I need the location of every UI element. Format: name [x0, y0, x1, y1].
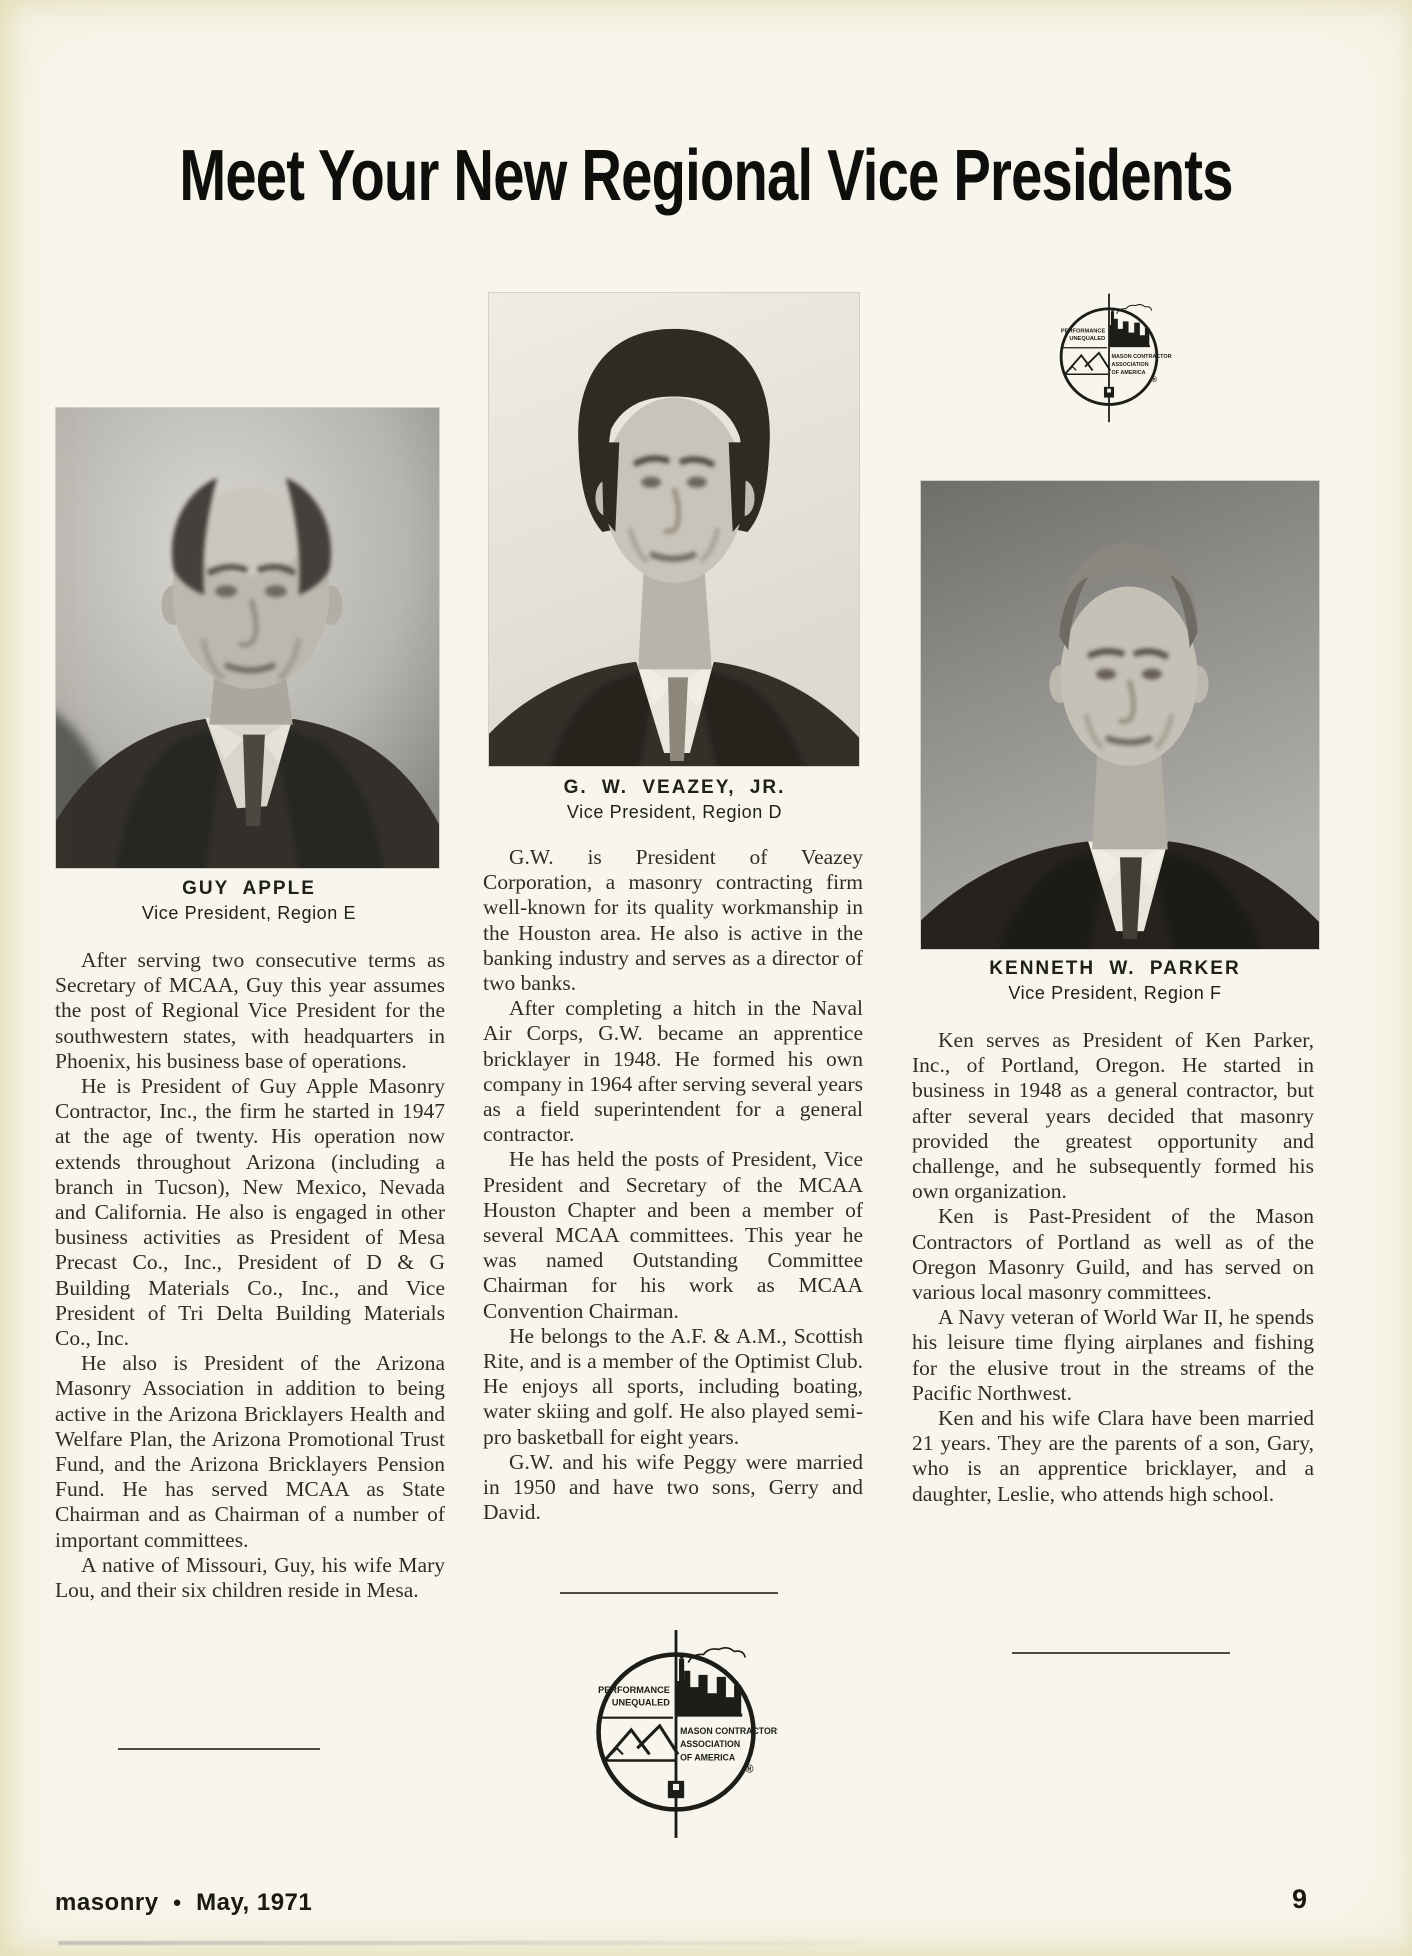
caption-parker: [915, 958, 1315, 1004]
paragraph: He also is President of the Arizona Masonry Association in addition to being active in the Arizona Bricklayers Health and Welfare Plan, the Arizona Promotional Trust Fund, and the Arizona Bricklayers Pension Fund. He has served MCAA as State Chairman and as Chairman of a number of important committees.: [55, 1351, 445, 1552]
portrait-photo-guy-apple: [55, 407, 440, 869]
person-name: GUY APPLE: [182, 878, 316, 899]
paragraph: After serving two consecutive terms as Secretary of MCAA, Guy this year assumes the post of Regional Vice President for the southwestern states, with headquarters in Phoenix, his business base of operations.: [55, 948, 445, 1073]
parker-portrait-art: [921, 481, 1319, 949]
paragraph: After completing a hitch in the Naval Air Corps, G.W. became an apprentice bricklayer in 1948. He formed his own company in 1964 after serving several years as a field superintendent for a general contractor.: [483, 996, 863, 1147]
end-rule: [1012, 1652, 1230, 1654]
issue-date: May, 1971: [196, 1889, 313, 1916]
paragraph: He is President of Guy Apple Masonry Contractor, Inc., the firm he started in 1947 at the age of twenty. His operation now extends throughout Arizona (including a branch in Tucson), New Mexico, Nevada and California. He also is engaged in other business activities as President of Mesa Precast Co., Inc., President of D & G Building Materials Co., Inc., and Vice President of Tri Delta Building Materials Co., Inc.: [55, 1074, 445, 1351]
person-name: G. W. VEAZEY, JR.: [563, 777, 786, 798]
paragraph: Ken is Past-President of the Mason Contractors of Portland as well as of the Oregon Masonry Guild, and has served on various local masonry committees.: [912, 1204, 1314, 1305]
article-column-guy-apple: [55, 948, 445, 1603]
person-title: Vice President, Region E: [141, 903, 357, 923]
portrait-photo-veazey: [488, 292, 860, 767]
page-number: 9: [1292, 1884, 1308, 1914]
mcaa-logo-small: [1046, 292, 1172, 425]
page-title: Meet Your New Regional Vice Presidents: [179, 136, 1233, 216]
paragraph: Ken serves as President of Ken Parker, Inc., of Portland, Oregon. He started in business in 1948 as a general contractor, but after several years decided that masonry provided the greatest opportunity and challenge, and he subsequently formed his own organization.: [912, 1028, 1314, 1204]
end-rule: [118, 1748, 320, 1750]
footer-bullet-icon: ●: [172, 1894, 183, 1911]
person-title: Vice President, Region F: [1008, 983, 1222, 1003]
paragraph: Ken and his wife Clara have been married 21 years. They are the parents of a son, Gary, who is an apprentice bricklayer, and a daughter, Leslie, who attends high school.: [912, 1406, 1314, 1506]
paragraph: G.W. and his wife Peggy were married in 1950 and have two sons, Gerry and David.: [483, 1449, 863, 1525]
paragraph: G.W. is President of Veazey Corporation, a masonry contracting firm well-known for its quality workmanship in the Houston area. He also is active in the banking industry and serves as a director of two banks.: [483, 845, 863, 996]
mcaa-logo-large: [574, 1628, 778, 1842]
paragraph: He belongs to the A.F. & A.M., Scottish Rite, and is a member of the Optimist Club. He enjoys all sports, including boating, water skiing and golf. He also played semi-pro basketball for eight years.: [483, 1323, 863, 1449]
caption-guy-apple: [55, 878, 443, 924]
person-title: Vice President, Region D: [566, 802, 783, 822]
paragraph: A Navy veteran of World War II, he spends his leisure time flying airplanes and fishing for the elusive trout in the streams of the Pacific Northwest.: [912, 1305, 1314, 1405]
guy-apple-portrait-art: [56, 408, 439, 868]
magazine-name: masonry: [55, 1889, 159, 1916]
paragraph: He has held the posts of President, Vice President and Secretary of the MCAA Houston Chapter and been a member of several MCAA committees. This year he was named Outstanding Committee Chairman for his work as MCAA Convention Chairman.: [483, 1147, 863, 1323]
footer-imprint: [55, 1889, 312, 1917]
portrait-photo-parker: [920, 480, 1320, 950]
article-column-parker: [912, 1028, 1314, 1507]
paragraph: A native of Missouri, Guy, his wife Mary Lou, and their six children reside in Mesa.: [55, 1552, 445, 1603]
scan-artifact-line: [58, 1941, 858, 1945]
end-rule: [560, 1592, 778, 1594]
person-name: KENNETH W. PARKER: [989, 958, 1241, 979]
article-column-veazey: [483, 845, 863, 1525]
veazey-portrait-art: [489, 293, 859, 766]
caption-veazey: [482, 777, 867, 823]
